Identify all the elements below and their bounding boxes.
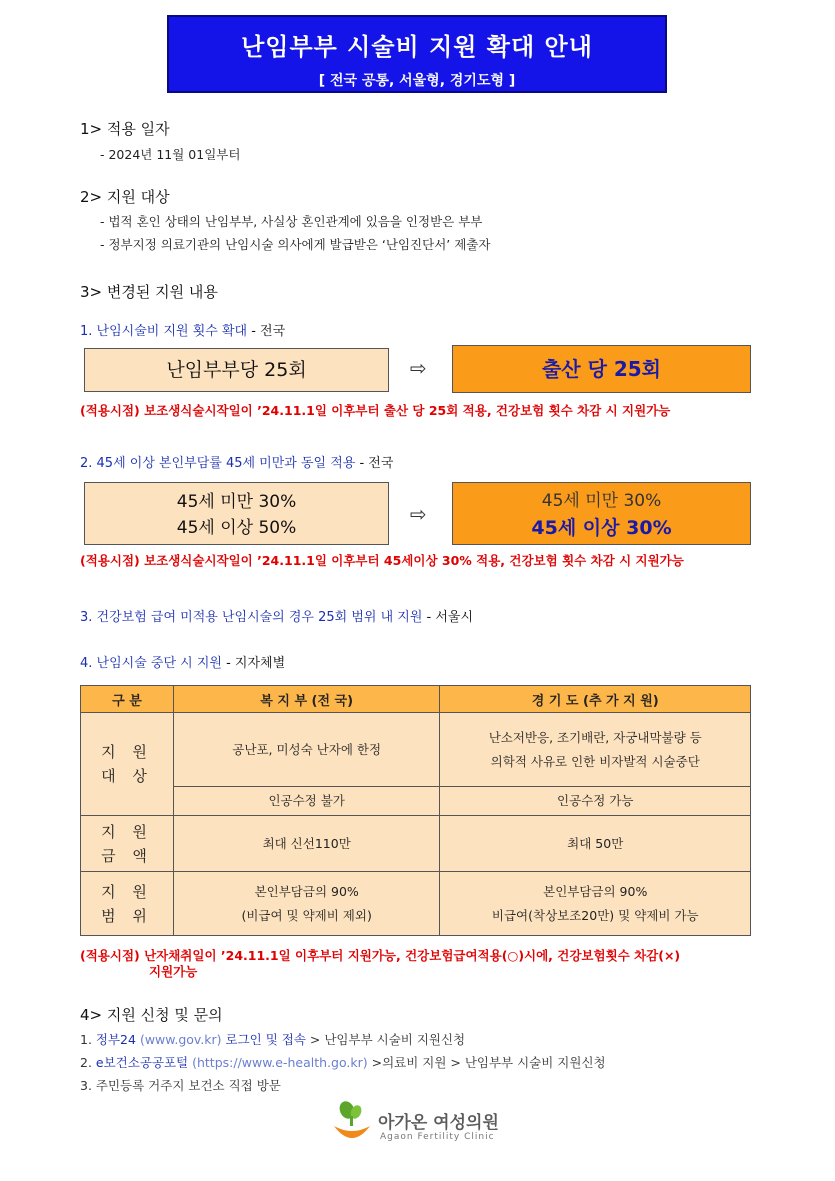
table-header-row	[81, 686, 751, 713]
table-header: 경 기 도 (추 가 지 원)	[440, 686, 751, 713]
sub-heading-text: 1. 난임시술비 지원 횟수 확대	[80, 324, 248, 339]
cell-line: (비급여 및 약제비 제외)	[241, 907, 372, 923]
sub-heading-scope: - 전국	[247, 324, 286, 339]
clinic-logo	[330, 1100, 510, 1152]
logo-leaf-icon	[330, 1100, 374, 1148]
target-item: - 정부지정 의료기관의 난임시술 의사에게 발급받은 ‘난임진단서’ 제출자	[100, 237, 491, 252]
ehealth-path: >의료비 지원 > 난임부부 시술비 지원신청	[371, 1055, 606, 1070]
section-heading-changes: 3> 변경된 지원 내용	[80, 283, 218, 301]
section-heading-target: 2> 지원 대상	[80, 188, 170, 206]
sub-heading-text: 2. 45세 이상 본인부담률 45세 미만과 동일 적용	[80, 456, 356, 471]
sub-heading-nonbenefit	[80, 606, 473, 625]
scope-gg	[440, 872, 751, 936]
gov24-login: 로그인 및 접속	[225, 1032, 306, 1047]
table-header: 구 분	[81, 686, 174, 713]
target-item: - 법적 혼인 상태의 난임부부, 사실상 혼인관계에 있음을 인정받은 부부	[100, 214, 483, 229]
category-label: 지 원	[101, 743, 153, 761]
copay-under45: 45세 미만 30%	[176, 492, 297, 512]
apply-date-item: - 2024년 11월 01일부터	[100, 147, 241, 162]
support-table	[80, 685, 751, 936]
sub-heading-scope: - 서울시	[422, 610, 474, 625]
before-box-copay	[84, 482, 389, 545]
category-label: 금 액	[101, 846, 153, 865]
category-label: 대 상	[101, 767, 153, 785]
gov24-path: > 난임부부 시술비 지원신청	[305, 1032, 466, 1047]
cell-line: 난소저반응, 조기배란, 자궁내막불량 등	[488, 729, 702, 745]
ehealth-link[interactable]: e보건소공공포털	[95, 1055, 189, 1070]
apply-item-ehealth	[80, 1053, 606, 1071]
after-box-count: 출산 당 25회	[452, 345, 751, 393]
note-count: (적용시점) 보조생식술시작일이 ’24.11.1일 이후부터 출산 당 25회 적용, 건강보험 횟수 차감 시 지원가능	[80, 403, 671, 418]
section-heading-apply: 4> 지원 신청 및 문의	[80, 1006, 223, 1024]
gov24-link[interactable]: 정부24	[95, 1032, 136, 1047]
arrow-icon: ⇨	[410, 502, 427, 526]
cell-line: 본인부담금의 90%	[254, 883, 359, 899]
apply-item-visit: 3. 주민등록 거주지 보건소 직접 방문	[80, 1078, 281, 1093]
scope-gov	[173, 872, 440, 936]
sub-heading-scope: - 전국	[355, 456, 394, 471]
sub-heading-text: 4. 난임시술 중단 시 지원	[80, 656, 222, 671]
sub-heading-discontinue	[80, 652, 285, 671]
logo-name: 아가온 여성의원	[378, 1113, 499, 1133]
page-title: 난임부부 시술비 지원 확대 안내	[241, 33, 593, 61]
ivf-gov: 인공수정 불가	[173, 787, 440, 816]
note-discontinue-cont: 지원가능	[149, 964, 198, 979]
item-number: 2.	[80, 1055, 96, 1070]
ehealth-url[interactable]: (https://www.e-health.go.kr)	[188, 1055, 372, 1070]
section-heading-apply-date: 1> 적용 일자	[80, 120, 170, 138]
note-discontinue: (적용시점) 난자채취일이 ’24.11.1일 이후부터 지원가능, 건강보험급여적용(○)시에, 건강보험횟수 차감(×)	[80, 948, 681, 963]
copay-over45: 45세 이상 50%	[176, 518, 297, 538]
table-row	[81, 872, 751, 936]
category-target	[81, 713, 174, 816]
note-copay: (적용시점) 보조생식술시작일이 ’24.11.1일 이후부터 45세이상 30% 적용, 건강보험 횟수 차감 시 지원가능	[80, 553, 684, 568]
logo-subtitle: Agaon Fertility Clinic	[380, 1132, 495, 1142]
item-number: 1.	[80, 1032, 96, 1047]
sub-heading-scope: - 지자체별	[221, 656, 286, 671]
sub-heading-count	[80, 320, 285, 339]
category-label: 범 위	[101, 906, 153, 925]
category-scope	[81, 872, 174, 936]
copay-under45-new: 45세 미만 30%	[541, 491, 662, 511]
sub-heading-text: 3. 건강보험 급여 미적용 난임시술의 경우 25회 범위 내 지원	[80, 610, 423, 625]
cell-line: 본인부담금의 90%	[543, 883, 648, 899]
category-amount	[81, 816, 174, 872]
cell-line: 의학적 사유로 인한 비자발적 시술중단	[490, 753, 700, 769]
category-label: 지 원	[101, 882, 153, 901]
amount-gg: 최대 50만	[440, 816, 751, 872]
category-label: 지 원	[101, 822, 153, 841]
table-row	[81, 713, 751, 787]
title-banner	[167, 15, 667, 93]
table-row	[81, 816, 751, 872]
cell-line: 비급여(착상보조20만) 및 약제비 가능	[491, 907, 699, 923]
target-gov: 공난포, 미성숙 난자에 한정	[173, 713, 440, 787]
gov24-url[interactable]: (www.gov.kr)	[135, 1032, 226, 1047]
after-box-copay	[452, 482, 751, 545]
apply-item-gov24	[80, 1030, 465, 1048]
copay-over45-new: 45세 이상 30%	[531, 517, 672, 539]
table-row	[81, 787, 751, 816]
page-subtitle: [ 전국 공통, 서울형, 경기도형 ]	[318, 73, 516, 89]
table-header: 복 지 부 (전 국)	[173, 686, 440, 713]
amount-gov: 최대 신선110만	[173, 816, 440, 872]
arrow-icon: ⇨	[410, 356, 427, 380]
target-gg	[440, 713, 751, 787]
before-box-count: 난임부부당 25회	[84, 348, 389, 392]
ivf-gg: 인공수정 가능	[440, 787, 751, 816]
sub-heading-copay	[80, 452, 393, 471]
